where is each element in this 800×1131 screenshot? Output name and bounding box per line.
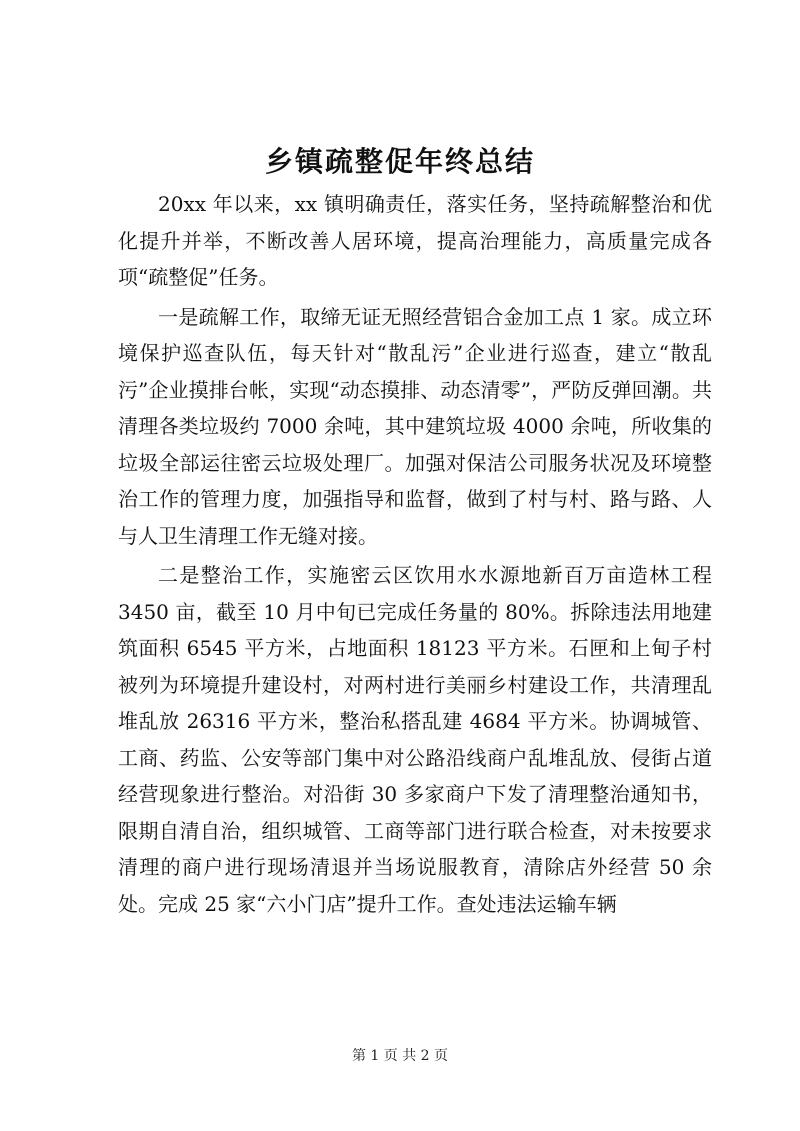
paragraph-rectification-work: 二是整治工作，实施密云区饮用水水源地新百万亩造林工程 3450 亩，截至 10 月中旬已完成任务量的 80%。拆除违法用地建筑面积 6545 平方米，占地面积 18123 平方米。石匣和上甸子村被列为环境提升建设村，对两村进行美丽乡村建设工作，共清理乱堆乱放 26316 平方米，整治私搭乱建 4684 平方米。协调城管、工商、药监、公安等部门集中对公路沿线商户乱堆乱放、侵街占道经营现象进行整治。对沿街 30 多家商户下发了清理整治通知书，限期自清自治，组织城管、工商等部门进行联合检查，对未按要求清理的商户进行现场清退并当场说服教育，清除店外经营 50 余处。完成 25 家“六小门店”提升工作。查处违法运输车辆 — [118, 563, 712, 916]
document-body — [118, 186, 712, 925]
page-number-footer: 第 1 页 共 2 页 — [351, 1048, 449, 1064]
paragraph-intro: 20xx 年以来，xx 镇明确责任，落实任务，坚持疏解整治和优化提升并举，不断改善人居环境，提高治理能力，高质量完成各项“疏整促”任务。 — [118, 192, 712, 289]
document-title: 乡镇疏整促年终总结 — [264, 145, 535, 178]
paragraph-dispersal-work: 一是疏解工作，取缔无证无照经营铝合金加工点 1 家。成立环境保护巡查队伍，每天针对“散乱污”企业进行巡查，建立“散乱污”企业摸排台帐，实现“动态摸排、动态清零”，严防反弹回潮。共清理各类垃圾约 7000 余吨，其中建筑垃圾 4000 余吨，所收集的垃圾全部运往密云垃圾处理厂。加强对保洁公司服务状况及环境整治工作的管理力度，加强指导和监督，做到了村与村、路与路、人与人卫生清理工作无缝对接。 — [118, 304, 712, 548]
